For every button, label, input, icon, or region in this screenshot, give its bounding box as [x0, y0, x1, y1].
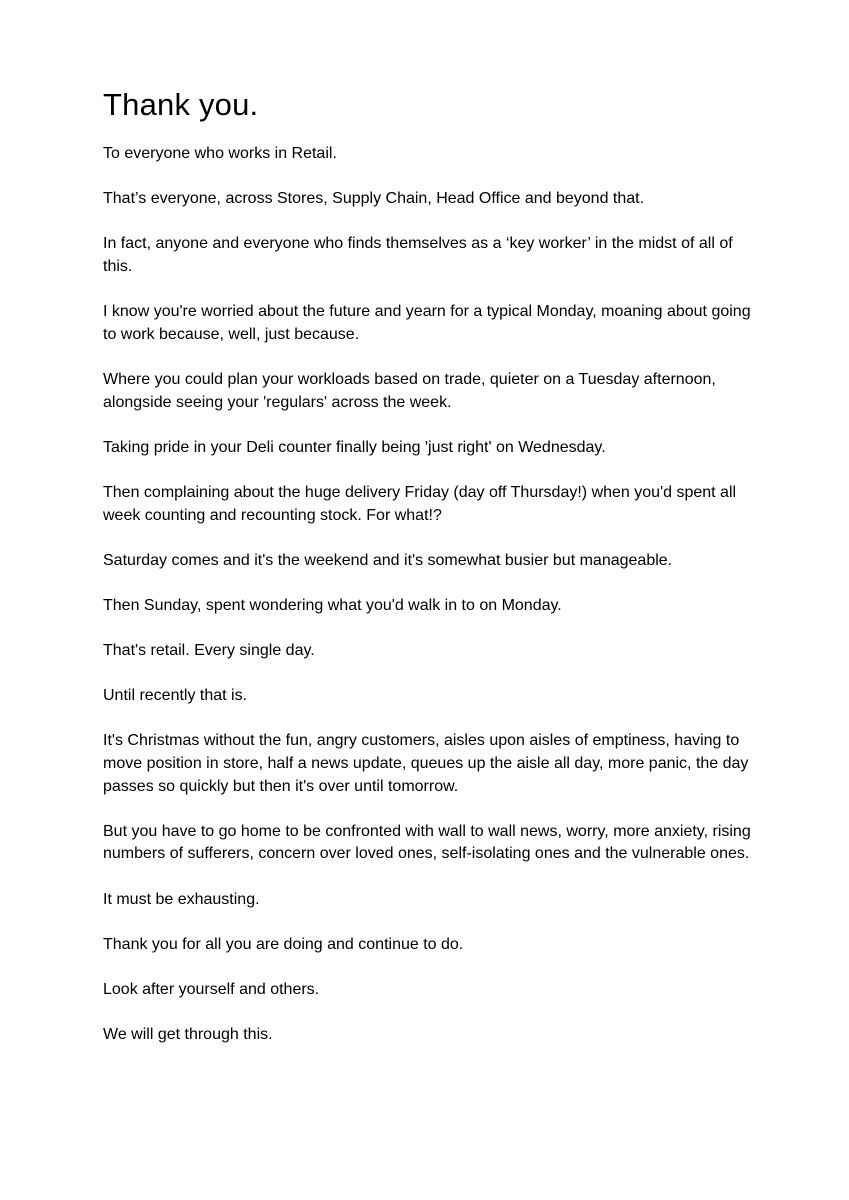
paragraph-6: Taking pride in your Deli counter finally being 'just right' on Wednesday.: [103, 438, 606, 456]
paragraph-7: Then complaining about the huge delivery Friday (day off Thursday!) when you'd spent all week counting and recounting stock. For what!?: [103, 483, 737, 524]
paragraph-11: Until recently that is.: [103, 687, 248, 705]
paragraph-4: I know you're worried about the future and yearn for a typical Monday, moaning about going to work because, well, just because.: [103, 303, 751, 343]
letter-body: [103, 86, 753, 1069]
paragraph-5: Where you could plan your workloads based on trade, quieter on a Tuesday afternoon, alongside seeing your 'regulars' across the week.: [103, 370, 716, 411]
paragraph-12: It's Christmas without the fun, angry customers, aisles upon aisles of emptiness, having to move position in store, half a news update, queues up the aisle all day, more panic, the day passes so quickly but then it's over until tomorrow.: [103, 732, 749, 795]
paragraph-2: That’s everyone, across Stores, Supply Chain, Head Office and beyond that.: [103, 190, 645, 208]
paragraph-13: But you have to go home to be confronted with wall to wall news, worry, more anxiety, rising numbers of sufferers, concern over loved ones, self-isolating ones and the vulnerable ones.: [103, 822, 751, 863]
paragraph-14: It must be exhausting.: [103, 890, 260, 908]
paragraph-16: Look after yourself and others.: [103, 980, 320, 998]
paragraph-1: To everyone who works in Retail.: [103, 145, 337, 162]
paragraph-10: That's retail. Every single day.: [103, 642, 315, 660]
paragraph-17: We will get through this.: [103, 1026, 273, 1044]
paragraph-3: In fact, anyone and everyone who finds themselves as a ‘key worker’ in the midst of all of this.: [103, 235, 733, 275]
paragraph-15: Thank you for all you are doing and continue to do.: [103, 935, 464, 953]
paragraph-8: Saturday comes and it's the weekend and it's somewhat busier but manageable.: [103, 551, 673, 569]
letter-title: Thank you.: [103, 87, 259, 122]
paragraph-9: Then Sunday, spent wondering what you'd walk in to on Monday.: [103, 596, 562, 614]
